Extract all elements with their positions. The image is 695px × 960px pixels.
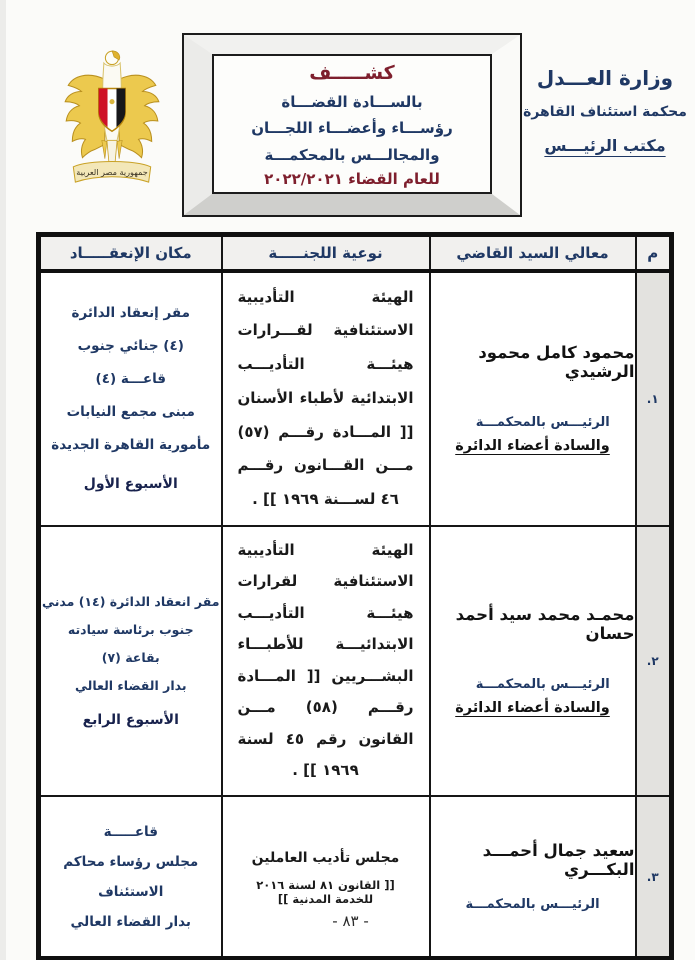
ministry-title: وزارة العـــدل: [536, 66, 674, 90]
page-number: - ٨٣ -: [332, 912, 369, 930]
location-line: بدار القضاء العالي: [70, 913, 191, 930]
row-number: ٢.: [636, 526, 672, 796]
row-number: ١.: [636, 271, 672, 526]
header-num: م: [636, 235, 672, 271]
plaque-frame: [184, 35, 520, 215]
judge-role: الرئيـــس بالمحكمـــة: [475, 677, 610, 693]
judge-name: محمود كامل محمود الرشيدي: [478, 343, 635, 382]
committee-description: الهيئة التأديبية الاستئنافية لقرارات هيئـــة التأديـــب الابتدائيـــة للأطبـــاء البشـــريين [[ المـــادة رقـــم (٥٨) مـــن القانون رقم ٤٥ لسنة ١٩٦٩ ]] .: [237, 540, 414, 780]
judge-role-members: والسادة أعضاء الدائرة: [455, 700, 610, 717]
session-week: الأسبوع الأول: [83, 476, 178, 493]
location-line: مقر انعقاد الدائرة (١٤) مدني: [42, 593, 220, 609]
header-committee: نوعية اللجنـــــة: [222, 235, 430, 271]
judge-name: سعيد جمال أحمـــد البكـــري: [482, 841, 635, 879]
session-week: الأسبوع الرابع: [82, 711, 179, 728]
location-line: (٤) جنائي جنوب: [77, 338, 184, 355]
emblem-caption: جمهورية مصر العربية: [76, 167, 148, 177]
location-cell: [39, 526, 222, 796]
location-line: الاستئناف: [98, 883, 164, 900]
row-number: ٣.: [636, 796, 672, 959]
location-line: مجلس رؤساء محاكم: [63, 853, 199, 870]
court-name: محكمة استئناف القاهرة: [523, 104, 687, 120]
committees-table: [36, 232, 674, 960]
plaque-panel: [212, 54, 492, 194]
committee-description: الهيئة التأديبية الاستئنافية لقـــرارات هيئـــة التأديـــب الابتدائية لأطباء الأسنان [[ المـــادة رقـــم (٥٧) مـــن القـــانون رقـــم ٤٦ لســـنة ١٩٦٩ ]] .: [237, 287, 414, 508]
table-row: [39, 526, 672, 796]
table-header-row: [39, 235, 672, 271]
office-name: مكتب الرئيـــس: [544, 136, 666, 155]
committee-cell: [222, 271, 430, 526]
judge-role: الرئيـــس بالمحكمـــة: [475, 415, 610, 431]
eagle-of-saladin-icon: [56, 40, 168, 198]
egypt-eagle-emblem: [56, 40, 168, 198]
header-location: مكان الإنعقـــــاد: [39, 235, 222, 271]
judge-role-members: والسادة أعضاء الدائرة: [455, 438, 610, 455]
location-line: مقر إنعقاد الدائرة: [71, 305, 190, 322]
judicial-year: للعام القضاء ٢٠٢٢/٢٠٢١: [264, 169, 440, 188]
location-cell: [39, 271, 222, 526]
ministry-header: [514, 66, 695, 155]
title-line-2: بالســـادة القضـــاة: [281, 93, 423, 111]
location-line: قاعـــــة: [103, 823, 158, 840]
document-title: كشـــــف: [309, 62, 395, 84]
judge-role: الرئيـــس بالمحكمـــة: [465, 897, 600, 912]
judge-cell: [430, 271, 636, 526]
table-row: [39, 271, 672, 526]
location-line: مبنى مجمع النيابات: [66, 404, 195, 421]
judge-cell: [430, 796, 636, 959]
committees-table-wrap: [36, 232, 674, 960]
committee-note: [[ القانون ٨١ لسنة ٢٠١٦ للخدمة المدنية ]]: [256, 877, 395, 906]
header-judge: معالي السيد القاضي: [430, 235, 636, 271]
committee-cell: [222, 796, 430, 959]
committee-cell: [222, 526, 430, 796]
title-line-4: والمجالـــس بالمحكمـــة: [264, 145, 440, 164]
location-line: بقاعة (٧): [101, 649, 160, 665]
title-line-3: رؤســـاء وأعضـــاء اللجـــان: [251, 119, 453, 138]
location-line: جنوب برئاسة سيادته: [67, 621, 194, 637]
title-plaque: [182, 33, 522, 217]
location-line: بدار القضاء العالي: [74, 677, 187, 693]
table-row: [39, 796, 672, 959]
location-cell: [39, 796, 222, 959]
judge-name: محمـد محمد سيد أحمد حسان: [455, 605, 635, 644]
location-line: قاعـــة (٤): [95, 371, 166, 388]
location-line: مأمورية القاهرة الجديدة: [51, 437, 211, 454]
judge-cell: [430, 526, 636, 796]
committee-description: مجلس تأديب العاملين: [251, 850, 400, 867]
